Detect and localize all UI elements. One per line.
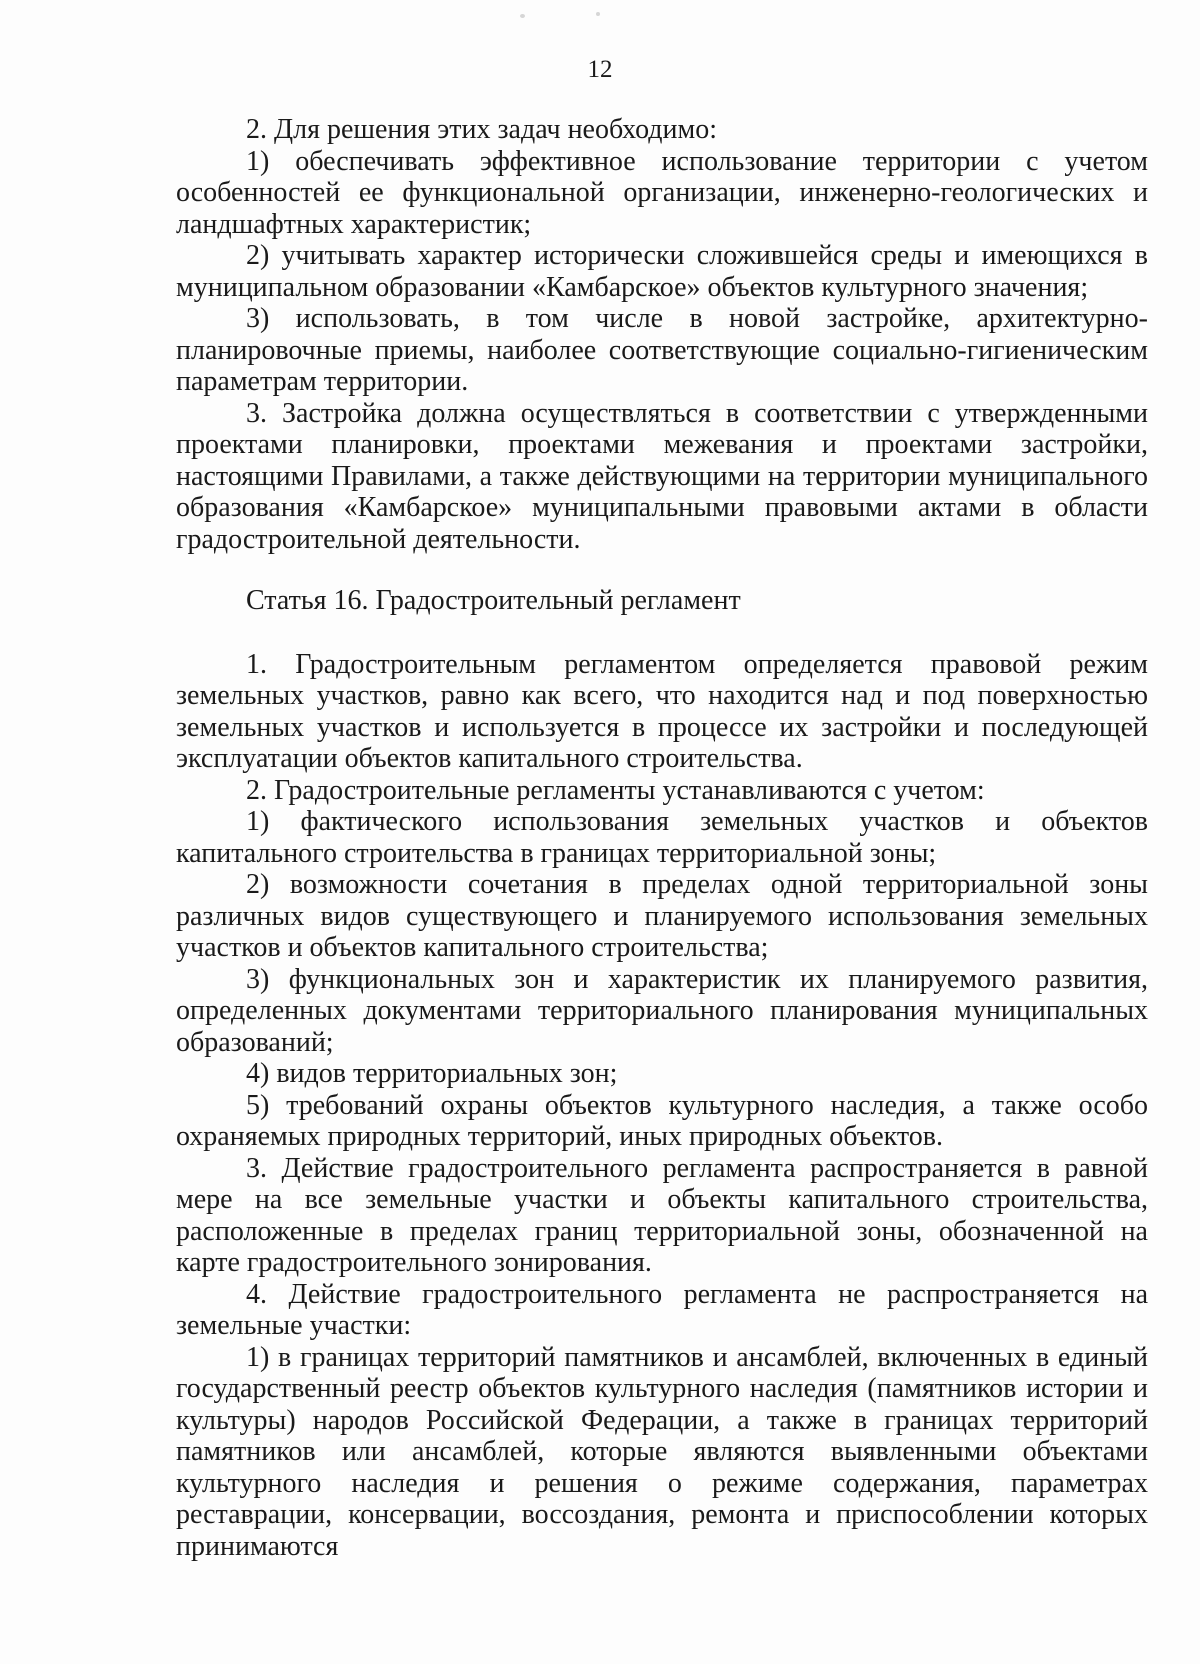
document-body (176, 114, 1148, 1562)
scan-speck (520, 14, 525, 18)
paragraph: 1) в границах территорий памятников и ансамблей, включенных в единый государственный реестр объектов культурного наследия (памятников истории и культуры) народов Российской Федерации, а также в границах территорий памятников или ансамблей, которые являются выявленными объектами культурного наследия и решения о режиме содержания, параметрах реставрации, консервации, воссоздания, ремонта и приспособлении которых принимаются (176, 1341, 1148, 1562)
paragraph: 1. Градостроительным регламентом определяется правовой режим земельных участков, равно как всего, что находится над и под поверхностью земельных участков и используется в процессе их застройки и последующей эксплуатации объектов капитального строительства. (176, 648, 1148, 774)
paragraph: 5) требований охраны объектов культурного наследия, а также особо охраняемых природных территорий, иных природных объектов. (176, 1089, 1148, 1152)
paragraph: 1) фактического использования земельных участков и объектов капитального строительства в границах территориальной зоны; (176, 806, 1148, 869)
paragraph: 3. Застройка должна осуществляться в соответствии с утвержденными проектами планировки, проектами межевания и проектами застройки, настоящими Правилами, а также действующими на территории муниципального образования «Камбарское» муниципальными правовыми актами в области градостроительной деятельности. (176, 397, 1148, 555)
article-heading: Статья 16. Градостроительный регламент (246, 585, 741, 616)
paragraph: 2. Градостроительные регламенты устанавливаются с учетом: (246, 774, 985, 806)
paragraph: 3) функциональных зон и характеристик их планируемого развития, определенных документами территориального планирования муниципальных образований; (176, 963, 1148, 1058)
scan-speck (596, 12, 600, 16)
paragraph: 1) обеспечивать эффективное использование территории с учетом особенностей ее функциональной организации, инженерно-геологических и ландшафтных характеристик; (176, 145, 1148, 240)
paragraph: 2. Для решения этих задач необходимо: (246, 114, 718, 145)
paragraph: 4. Действие градостроительного регламента не распространяется на земельные участки: (176, 1278, 1148, 1341)
paragraph: 4) видов территориальных зон; (246, 1058, 618, 1089)
paragraph: 2) учитывать характер исторически сложившейся среды и имеющихся в муниципальном образовании «Камбарское» объектов культурного значения; (176, 240, 1148, 303)
paragraph: 3. Действие градостроительного регламента распространяется в равной мере на все земельные участки и объекты капитального строительства, расположенные в пределах границ территориальной зоны, обозначенной на карте градостроительного зонирования. (176, 1152, 1148, 1278)
paragraph: 2) возможности сочетания в пределах одной территориальной зоны различных видов существующего и планируемого использования земельных участков и объектов капитального строительства; (176, 869, 1148, 963)
page-number: 12 (587, 56, 613, 83)
paragraph: 3) использовать, в том числе в новой застройке, архитектурно-планировочные приемы, наиболее соответствующие социально-гигиеническим параметрам территории. (176, 303, 1148, 397)
